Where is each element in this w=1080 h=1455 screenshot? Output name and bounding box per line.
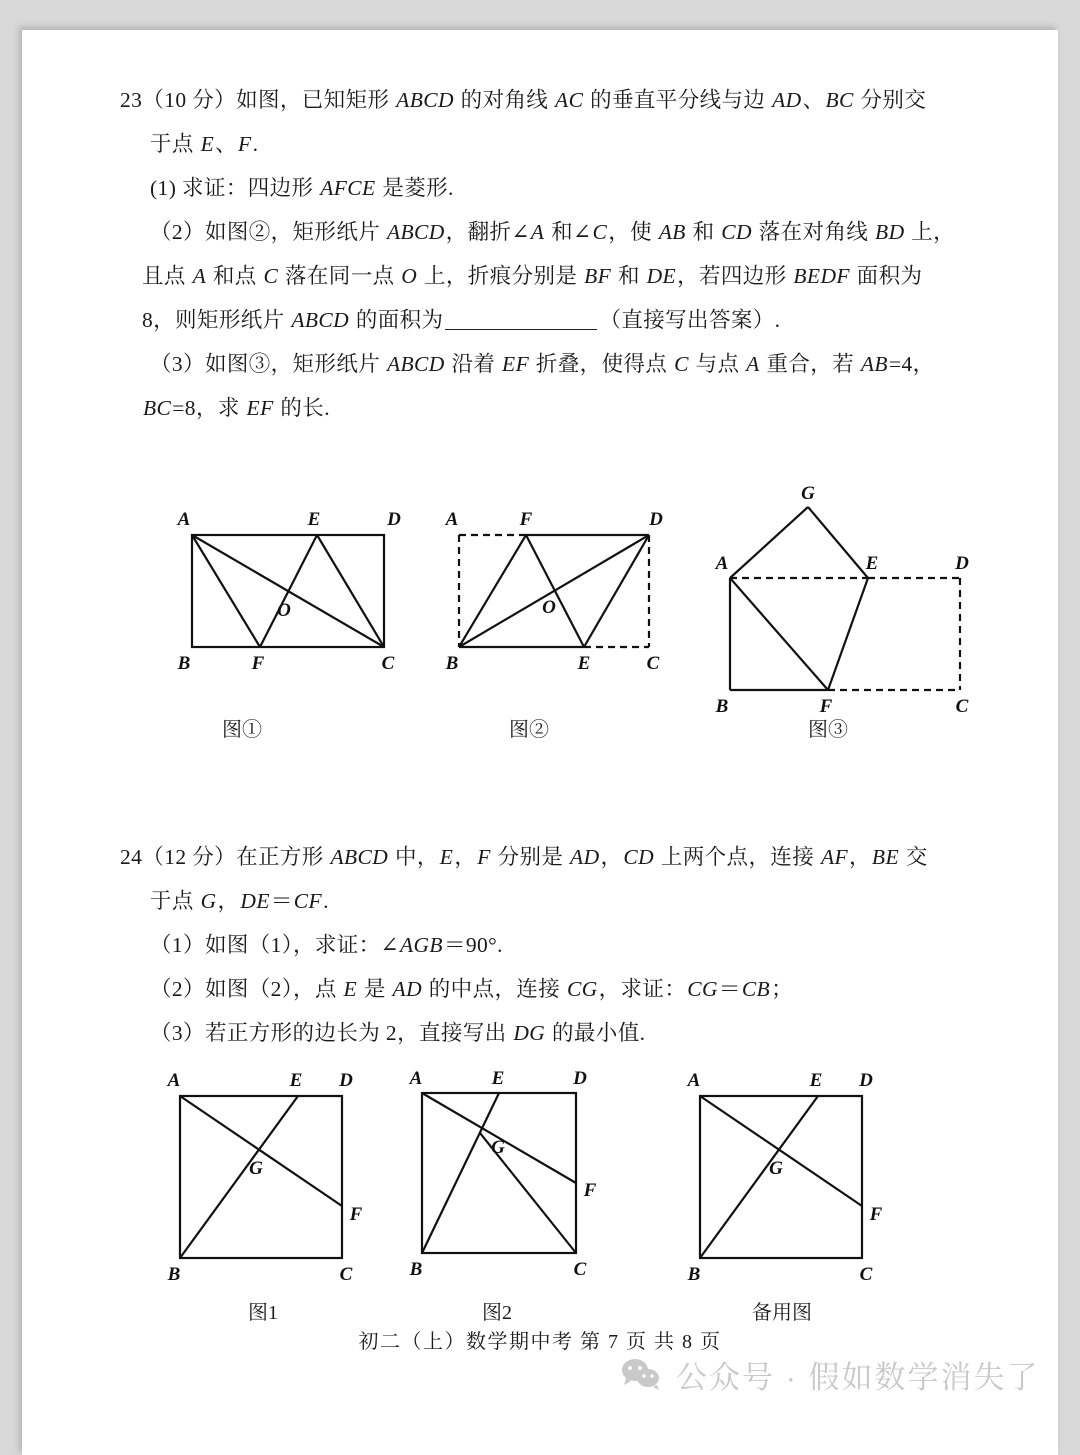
q23-text: =4，	[888, 352, 935, 376]
q23-var-abcd: ABCD	[396, 88, 454, 112]
label-C: C	[955, 696, 969, 717]
q23-text: （2）如图②，矩形纸片	[150, 220, 386, 244]
q24-var: CB	[741, 977, 771, 1001]
figure-3	[700, 483, 980, 741]
q23-var: AB	[658, 220, 686, 244]
q23-var: AB	[860, 352, 888, 376]
label-B: B	[409, 1259, 423, 1280]
q23-text: ，使	[608, 220, 658, 244]
q23-var: ABCD	[386, 220, 445, 244]
q23-var-afce: AFCE	[320, 176, 376, 200]
q24-text: ，	[600, 845, 623, 869]
label-A: A	[445, 509, 459, 530]
figure-2-caption: 图②	[509, 719, 549, 741]
q24-text: 是	[358, 977, 392, 1001]
q24-var: G	[200, 889, 217, 913]
q23-figure-row	[22, 483, 1058, 741]
q24-var: CF	[293, 889, 323, 913]
q23-text: .	[252, 132, 259, 156]
label-G: G	[249, 1158, 263, 1179]
label-D: D	[387, 509, 401, 530]
q23-text: 23（10 分）如图，已知矩形	[120, 88, 396, 112]
q23-text: 且点	[142, 264, 192, 288]
label-B: B	[445, 653, 459, 674]
figure-2-svg	[434, 485, 689, 685]
figure-q24-2-svg	[394, 1048, 624, 1283]
label-D: D	[339, 1070, 353, 1091]
q24-var: CG	[566, 977, 598, 1001]
q24-stem-line-1	[22, 835, 1058, 879]
q23-var-bc: BC	[825, 88, 854, 112]
label-D: D	[955, 553, 969, 574]
q23-var: BC	[143, 396, 172, 420]
q24-figure-row	[22, 1048, 1058, 1324]
q23-stem-line-1	[22, 78, 1058, 122]
q23-text: 的长.	[274, 396, 330, 420]
q23-var: C	[592, 220, 608, 244]
label-G: G	[491, 1137, 505, 1158]
q24-text: .	[323, 889, 329, 913]
q23-var: BD	[875, 220, 905, 244]
label-D: D	[859, 1070, 873, 1091]
label-O: O	[542, 597, 556, 618]
label-E: E	[865, 553, 879, 574]
q23-part-2-line-2	[22, 254, 1058, 298]
q24-text: ；	[771, 977, 793, 1001]
label-B: B	[687, 1264, 701, 1285]
q24-part-1	[22, 923, 1058, 967]
figure-q24-2-caption: 图2	[482, 1302, 512, 1324]
q23-part-3-line-2	[22, 386, 1058, 430]
q23-text: （3）如图③，矩形纸片	[150, 352, 386, 376]
q23-text: (1) 求证：四边形	[150, 176, 320, 200]
q23-var: DE	[646, 264, 677, 288]
q24-text: 24（12 分）在正方形	[120, 845, 330, 869]
watermark-text: 公众号 · 假如数学消失了	[676, 1360, 1040, 1395]
q23-part-1	[22, 166, 1058, 210]
q23-text: 重合，若	[760, 352, 860, 376]
label-C: C	[339, 1264, 353, 1285]
q24-var: DG	[513, 1021, 546, 1045]
q23-text: 分别交	[854, 88, 927, 112]
label-B: B	[167, 1264, 181, 1285]
q23-var: BF	[584, 264, 612, 288]
q23-text: 和点	[207, 264, 263, 288]
q24-text: 的最小值.	[546, 1021, 646, 1045]
q24-var: CD	[623, 845, 655, 869]
q23-var: C	[263, 264, 279, 288]
figure-q24-1-caption: 图1	[248, 1302, 278, 1324]
label-F: F	[251, 653, 265, 674]
q23-text: （直接写出答案）.	[599, 308, 781, 332]
q23-var: O	[401, 264, 418, 288]
q24-var: AGB	[399, 933, 443, 957]
label-F: F	[869, 1204, 883, 1225]
figure-1-caption: 图①	[222, 719, 262, 741]
q23-text: =8，求	[172, 396, 246, 420]
q24-text: ，求证：	[598, 977, 687, 1001]
q23-text: 的垂直平分线与边	[584, 88, 772, 112]
q23-var: A	[746, 352, 760, 376]
label-G: G	[769, 1158, 783, 1179]
q24-text: ，	[217, 889, 240, 913]
q24-stem-line-2	[22, 879, 1058, 923]
q23-text: 和	[612, 264, 646, 288]
label-E: E	[307, 509, 321, 530]
figure-1	[162, 485, 417, 741]
q23-text: 的面积为	[350, 308, 444, 332]
q24-var: E	[439, 845, 454, 869]
label-E: E	[809, 1070, 823, 1091]
q23-text: 和∠	[545, 220, 592, 244]
q24-var: ABCD	[330, 845, 389, 869]
label-F: F	[519, 509, 533, 530]
label-G: G	[801, 483, 815, 504]
q24-text: ，	[849, 845, 871, 869]
label-E: E	[491, 1068, 505, 1089]
figure-q24-1	[150, 1048, 380, 1324]
q24-text: ＝90°.	[443, 933, 503, 957]
figure-1-svg	[162, 485, 417, 685]
q23-var-ad: AD	[772, 88, 802, 112]
label-F: F	[583, 1180, 597, 1201]
q23-text: 是菱形.	[376, 176, 454, 200]
figure-2	[434, 485, 689, 741]
figure-q24-3-caption: 备用图	[752, 1302, 812, 1324]
q23-var: ABCD	[291, 308, 350, 332]
label-O: O	[277, 600, 291, 621]
q24-var: DE	[240, 889, 270, 913]
q23-text: 上，折痕分别是	[418, 264, 584, 288]
q23-text: 沿着	[445, 352, 502, 376]
q23-var: A	[192, 264, 207, 288]
wechat-icon	[620, 1358, 662, 1392]
q23-var: C	[674, 352, 689, 376]
q24-text: ＝	[270, 889, 293, 913]
q24-var: AF	[820, 845, 849, 869]
q23-text: 落在对角线	[752, 220, 875, 244]
figure-q24-3	[670, 1048, 900, 1324]
q23-var-ac: AC	[555, 88, 584, 112]
q23-var: A	[530, 220, 545, 244]
question-24	[22, 835, 1058, 1055]
q24-text: 于点	[150, 889, 200, 913]
label-C: C	[573, 1259, 587, 1280]
q24-text: 分别是	[491, 845, 570, 869]
figure-q24-1-svg	[150, 1048, 380, 1283]
q24-text: ，	[454, 845, 477, 869]
q23-text: 面积为	[850, 264, 923, 288]
q23-text: 和	[686, 220, 721, 244]
label-A: A	[167, 1070, 181, 1091]
page-footer: 初二（上）数学期中考 第 7 页 共 8 页	[358, 1331, 722, 1353]
q24-part-2	[22, 967, 1058, 1011]
label-A: A	[177, 509, 191, 530]
label-B: B	[715, 696, 729, 717]
q24-text: ＝	[718, 977, 741, 1001]
q24-var: AD	[570, 845, 600, 869]
q23-var: EF	[502, 352, 530, 376]
figure-3-caption: 图③	[808, 719, 848, 741]
q24-text: 中，	[389, 845, 439, 869]
label-B: B	[177, 653, 191, 674]
label-F: F	[819, 696, 833, 717]
q23-var: CD	[721, 220, 752, 244]
q24-var: F	[477, 845, 491, 869]
q23-var: EF	[246, 396, 274, 420]
label-A: A	[715, 553, 729, 574]
label-F: F	[349, 1204, 363, 1225]
q24-var: CG	[687, 977, 718, 1001]
q24-text: （3）若正方形的边长为 2，直接写出	[150, 1021, 513, 1045]
label-C: C	[859, 1264, 873, 1285]
q23-part-3-line-1	[22, 342, 1058, 386]
q23-text: 上，	[905, 220, 956, 244]
q23-text: 的对角线	[454, 88, 555, 112]
figure-q24-2	[394, 1048, 624, 1324]
label-A: A	[687, 1070, 701, 1091]
q23-text: ，若四边形	[677, 264, 793, 288]
q24-text: 上两个点，连接	[655, 845, 820, 869]
watermark	[620, 1352, 1040, 1397]
q23-text: 与点	[689, 352, 746, 376]
label-A: A	[409, 1068, 423, 1089]
q23-text: 于点	[150, 132, 200, 156]
label-E: E	[577, 653, 591, 674]
q23-part-2-line-1	[22, 210, 1058, 254]
q23-var-e: E	[200, 132, 215, 156]
q23-text: 8，则矩形纸片	[142, 308, 291, 332]
question-23	[22, 78, 1058, 430]
q23-part-2-line-3	[22, 298, 1058, 342]
q23-stem-line-2	[22, 122, 1058, 166]
q24-text: （2）如图（2），点	[150, 977, 343, 1001]
q24-text: 交	[900, 845, 928, 869]
answer-blank[interactable]	[445, 310, 597, 330]
label-C: C	[646, 653, 660, 674]
q24-text: 的中点，连接	[423, 977, 566, 1001]
q24-var: BE	[871, 845, 899, 869]
q24-var: AD	[392, 977, 422, 1001]
q23-text: 落在同一点	[279, 264, 401, 288]
exam-page	[22, 30, 1058, 1455]
figure-3-svg	[700, 483, 980, 717]
q24-text: （1）如图（1），求证：∠	[150, 933, 399, 957]
q23-var-f: F	[238, 132, 252, 156]
label-D: D	[573, 1068, 587, 1089]
q23-text: 、	[215, 132, 238, 156]
label-D: D	[649, 509, 663, 530]
label-E: E	[289, 1070, 303, 1091]
q23-text: ，翻折∠	[445, 220, 530, 244]
figure-q24-3-svg	[670, 1048, 900, 1283]
q23-var: BEDF	[793, 264, 850, 288]
q23-text: 、	[802, 88, 825, 112]
label-C: C	[381, 653, 395, 674]
q23-var: ABCD	[386, 352, 445, 376]
q23-text: 折叠，使得点	[530, 352, 674, 376]
q24-var: E	[343, 977, 358, 1001]
